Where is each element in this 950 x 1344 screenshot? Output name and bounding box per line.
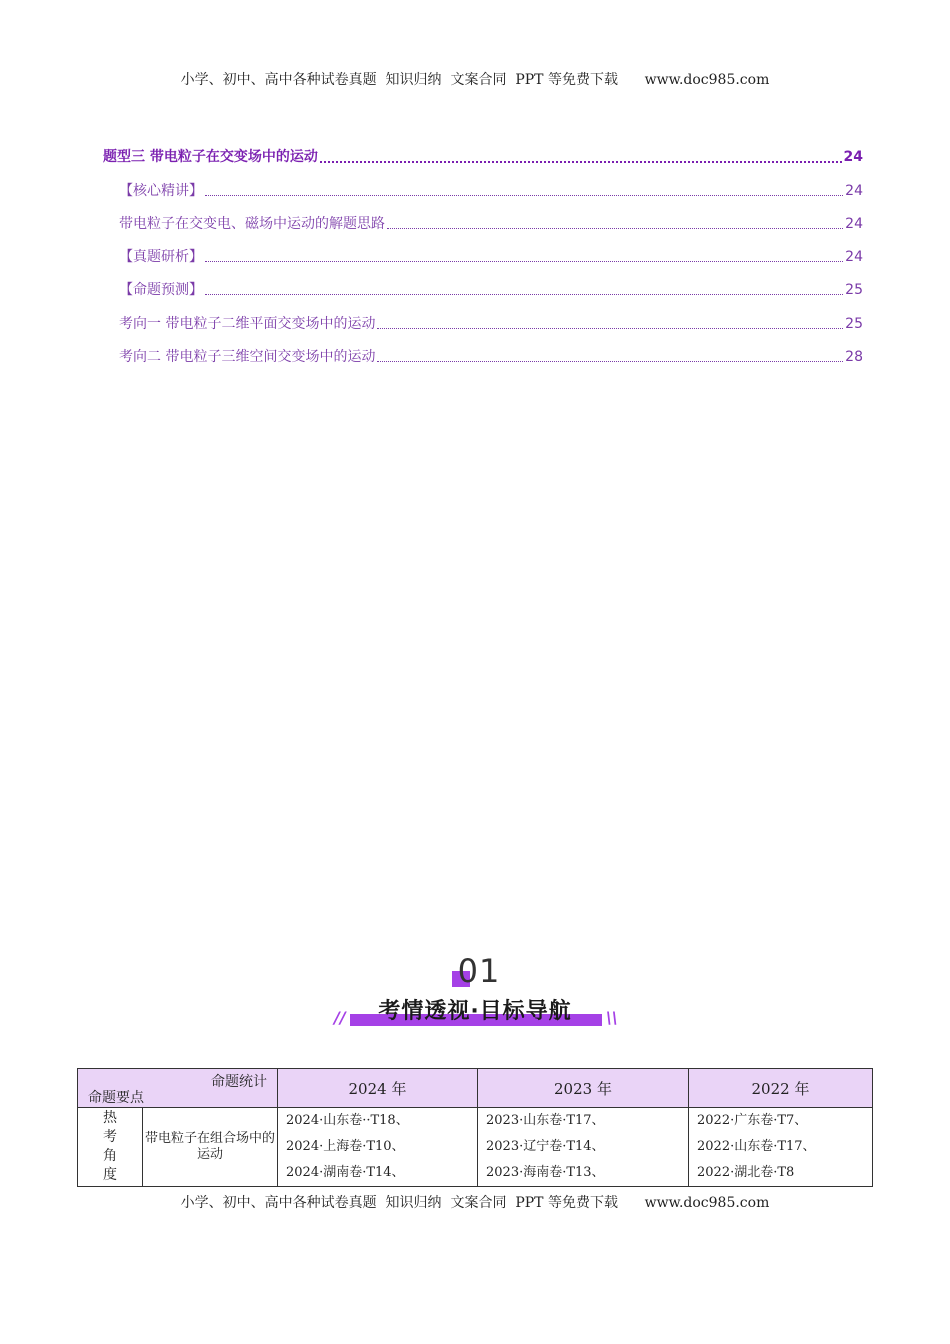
toc-entry-page: 24 [845,216,863,232]
exam-ref: 2023·辽宁卷·T14、 [486,1139,605,1154]
toc-entry-title: 【命题预测】 [119,282,203,298]
year-header: 2024 年 [278,1069,478,1108]
toc-leader [377,327,843,329]
toc-leader [377,360,843,362]
exam-ref: 2023·海南卷·T13、 [486,1165,605,1180]
section-title: 考情透视·目标导航 [378,999,572,1024]
toc-leader [205,293,843,295]
corner-bottom-label: 命题要点 [88,1090,144,1106]
toc-entry-page: 24 [843,149,863,165]
exam-ref: 2024·上海卷·T10、 [286,1139,405,1154]
exam-statistics-table [77,1068,873,1187]
page-footer: 小学、初中、高中各种试卷真题 知识归纳 文案合同 PPT 等免费下载 www.doc985.com [180,1195,770,1211]
exam-ref: 2022·湖北卷·T8 [697,1165,795,1180]
table-row [78,1108,873,1187]
toc-entry[interactable] [119,213,863,233]
toc-entry-title: 【真题研析】 [119,249,203,265]
exam-ref: 2024·湖南卷·T14、 [286,1165,405,1180]
toc-leader [205,260,843,262]
toc-entry[interactable] [119,180,863,200]
toc-entry-title: 考向一 带电粒子二维平面交变场中的运动 [119,316,376,332]
exam-ref: 2022·广东卷·T7、 [697,1113,808,1128]
corner-top-label: 命题统计 [211,1074,267,1090]
toc-entry-page: 25 [845,316,863,332]
cell-2022 [689,1108,873,1187]
toc-entry-title: 带电粒子在交变电、磁场中运动的解题思路 [119,216,385,232]
toc-entry[interactable] [119,246,863,266]
toc-leader [387,227,843,229]
table-corner-header [78,1069,278,1108]
left-slash-decoration: // [334,1008,346,1027]
cell-2023 [478,1108,689,1187]
section-number: 01 [457,952,501,990]
right-slash-decoration: \\ [606,1008,618,1027]
toc-entry[interactable] [119,313,863,333]
toc-entry-title: 【核心精讲】 [119,183,203,199]
exam-ref: 2024·山东卷··T18、 [286,1113,409,1128]
year-header: 2023 年 [478,1069,689,1108]
toc-entry-page: 25 [845,282,863,298]
year-header: 2022 年 [689,1069,873,1108]
exam-point: 带电粒子在组合场中的运动 [143,1108,278,1187]
row-label: 热 考 角 度 [78,1108,143,1187]
toc-entry-page: 24 [845,183,863,199]
toc-leader [320,160,842,163]
cell-2024 [278,1108,478,1187]
exam-ref: 2022·山东卷·T17、 [697,1139,816,1154]
toc-entry-page: 24 [845,249,863,265]
toc-entry-title: 考向二 带电粒子三维空间交变场中的运动 [119,349,376,365]
toc-entry[interactable] [119,279,863,299]
exam-ref: 2023·山东卷·T17、 [486,1113,605,1128]
toc-leader [205,194,843,196]
page-header: 小学、初中、高中各种试卷真题 知识归纳 文案合同 PPT 等免费下载 www.doc985.com [180,72,770,88]
toc-entry[interactable] [119,346,863,366]
toc-entry-page: 28 [845,349,863,365]
toc-entry[interactable] [103,146,863,166]
toc-entry-title: 题型三 带电粒子在交变场中的运动 [103,149,318,165]
